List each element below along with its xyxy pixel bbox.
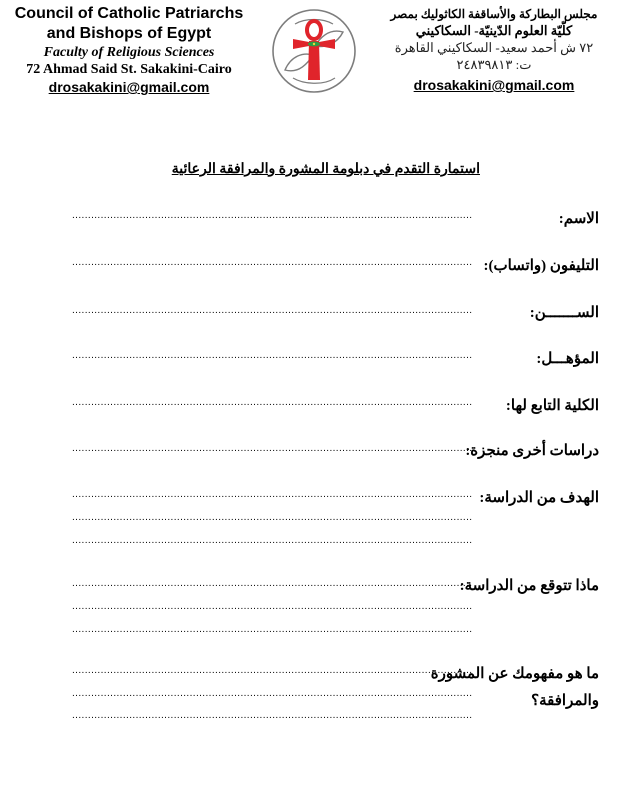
field-label-counseling-concept-line1: ما هو مفهومك عن المشورة [430,666,599,682]
ankh-dove-emblem-icon [263,8,365,94]
field-line-qualification[interactable]: .............................................................................................................................. [72,350,473,361]
field-label-expectations: ماذا تتوقع من الدراسة: [459,578,599,594]
field-label-name: الاسم: [558,211,599,227]
field-label-counseling-concept-line2: والمرافقة؟ [531,693,599,709]
address-ar: ٧٢ ش أحمد سعيد- السكاكيني القاهرة [394,40,594,55]
email-link-left[interactable]: drosakakini@gmail.com [48,79,210,95]
field-line-age[interactable]: .............................................................................................................................. [72,305,473,316]
field-line-expectations-3[interactable]: .............................................................................................................................. [72,624,473,635]
field-line-expectations-2[interactable]: .............................................................................................................................. [72,601,473,612]
address-en: 72 Ahmad Said St. Sakakini-Cairo [26,62,232,77]
field-line-study-goal-3[interactable]: .............................................................................................................................. [72,535,473,546]
field-line-expectations-1[interactable]: .............................................................................................................................. [72,578,473,589]
faculty-name-en: Faculty of Religious Sciences [43,45,215,60]
org-name-en-line1: Council of Catholic Patriarchs [14,5,244,22]
field-label-qualification: المؤهـــل: [536,351,599,367]
field-line-counseling-concept-1[interactable]: .............................................................................................................................. [72,665,473,676]
field-line-phone[interactable]: .............................................................................................................................. [72,257,473,268]
org-name-en-line2: and Bishops of Egypt [46,25,212,42]
field-label-phone: التليفون (واتساب): [483,258,599,274]
field-line-name[interactable]: .............................................................................................................................. [72,210,473,221]
field-label-study-goal: الهدف من الدراسة: [479,490,599,506]
field-line-college[interactable]: .............................................................................................................................. [72,397,473,408]
phone-ar: ت: ٢٤٨٣٩٨١٣ [456,57,532,72]
field-line-counseling-concept-2[interactable]: .............................................................................................................................. [72,688,473,699]
field-line-study-goal-1[interactable]: .............................................................................................................................. [72,489,473,500]
email-link-right[interactable]: drosakakini@gmail.com [413,77,575,93]
form-title: استمارة التقدم في دبلومة المشورة والمرافقة الرعائية [171,162,480,177]
field-line-other-studies[interactable]: .............................................................................................................................. [72,443,473,454]
field-line-counseling-concept-3[interactable]: .............................................................................................................................. [72,710,473,721]
field-label-other-studies: دراسات أخرى منجزة: [465,443,599,459]
field-label-college: الكلية التابع لها: [505,398,599,414]
org-name-ar: مجلس البطاركة والأساقفة الكاثوليك بمصر [390,7,598,21]
field-line-study-goal-2[interactable]: .............................................................................................................................. [72,512,473,523]
faculty-name-ar: كلّيّة العلوم الدّينيّة- السكاكيني [415,23,573,38]
field-label-age: الســـــــن: [529,305,599,321]
